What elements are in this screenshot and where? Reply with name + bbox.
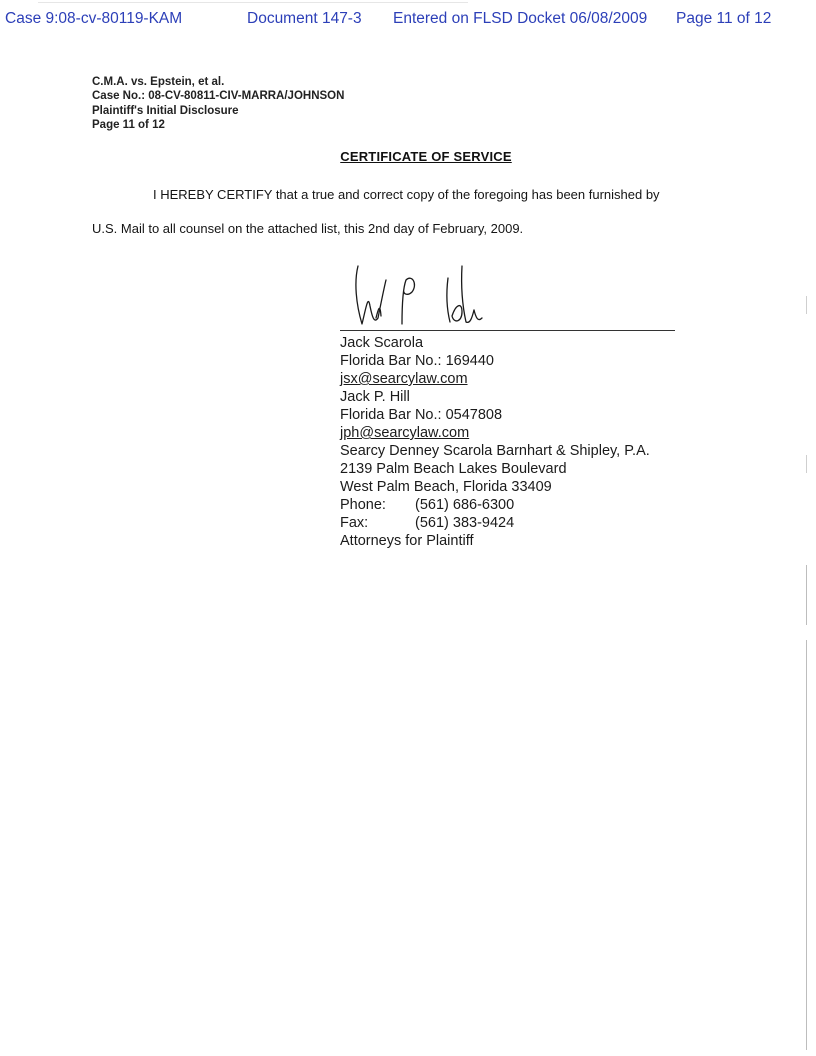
signature-line — [340, 330, 675, 331]
caption-parties: C.M.A. vs. Epstein, et al. — [92, 76, 225, 88]
certification-text-line-2: U.S. Mail to all counsel on the attached list, this 2nd day of February, 2009. — [92, 221, 524, 236]
caption-page-number: Page 11 of 12 — [92, 118, 165, 131]
fax-label: Fax: — [340, 515, 369, 531]
attorney-name-1: Jack Scarola — [340, 335, 424, 351]
scan-edge-mark — [806, 296, 807, 314]
attorney-bar-number-1: Florida Bar No.: 169440 — [340, 353, 494, 369]
handwritten-signature — [340, 258, 540, 332]
scan-edge-mark — [806, 640, 807, 1050]
caption-case-number: Case No.: 08-CV-80811-CIV-MARRA/JOHNSON — [92, 90, 345, 103]
firm-fax-row — [340, 514, 650, 532]
attorney-email-link-1[interactable]: jsx@searcylaw.com — [340, 371, 468, 387]
phone-number: (561) 686-6300 — [415, 497, 515, 513]
signature-block — [340, 334, 650, 550]
ecf-entered-date: Entered on FLSD Docket 06/08/2009 — [393, 10, 648, 27]
scan-edge-mark — [806, 455, 807, 473]
phone-label: Phone: — [340, 497, 386, 513]
firm-address-city: West Palm Beach, Florida 33409 — [340, 479, 552, 495]
ecf-document-number: Document 147-3 — [247, 10, 362, 27]
certificate-title: CERTIFICATE OF SERVICE — [340, 149, 512, 164]
scan-edge-mark — [806, 565, 807, 625]
attorney-name-2: Jack P. Hill — [340, 389, 410, 405]
caption-document-title: Plaintiff's Initial Disclosure — [92, 104, 239, 117]
ecf-case-number: Case 9:08-cv-80119-KAM — [5, 10, 183, 27]
attorney-email-link-2[interactable]: jph@searcylaw.com — [340, 425, 470, 441]
firm-address-street: 2139 Palm Beach Lakes Boulevard — [340, 461, 567, 477]
firm-phone-row — [340, 496, 650, 514]
scan-artifact-line — [38, 2, 468, 3]
certification-text-line-1: I HEREBY CERTIFY that a true and correct copy of the foregoing has been furnished by — [153, 187, 660, 202]
attorney-bar-number-2: Florida Bar No.: 0547808 — [340, 407, 503, 423]
ecf-page-number: Page 11 of 12 — [676, 10, 772, 27]
fax-number: (561) 383-9424 — [415, 515, 515, 531]
attorney-role: Attorneys for Plaintiff — [340, 533, 474, 549]
document-caption — [92, 75, 344, 132]
law-firm-name: Searcy Denney Scarola Barnhart & Shipley, P.A. — [340, 443, 650, 459]
